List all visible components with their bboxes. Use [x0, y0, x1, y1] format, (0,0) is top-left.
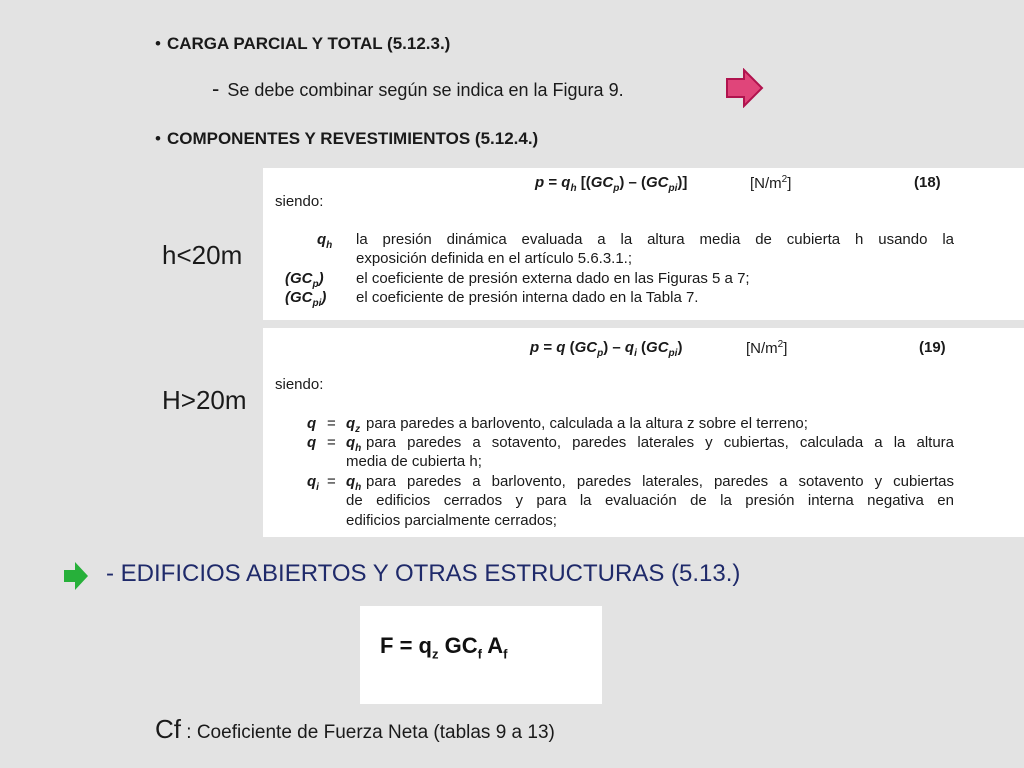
f-q: q: [418, 633, 432, 658]
def-gcp-sub: p: [312, 279, 319, 290]
equation-19: [530, 339, 682, 359]
row3-line3: edificios parcialmente cerrados;: [346, 512, 557, 529]
eq-equals: =: [539, 339, 557, 356]
row2-q-sym: q: [346, 434, 356, 451]
def-gcpi-sub: pi: [312, 298, 322, 309]
bullet-dot: •: [155, 34, 161, 53]
def-qh-line1: la presión dinámica evaluada a la altura media de cubierta h usando la: [356, 231, 954, 248]
label-h-greater-20m: H>20m: [162, 385, 247, 415]
eq-gcpi: GC: [646, 174, 669, 191]
row3-q: [346, 473, 361, 493]
row3-sym-sub: i: [316, 482, 319, 493]
eq-p: p: [535, 174, 545, 191]
bullet-componentes: [155, 129, 538, 149]
eq-equals: =: [544, 174, 562, 191]
def-gcp-text: el coeficiente de presión externa dado en las Figuras 5 a 7;: [356, 270, 750, 287]
unit-text: [N/m: [746, 340, 778, 357]
pink-right-arrow-icon[interactable]: [724, 68, 764, 108]
eq-gc: GC: [574, 339, 598, 356]
sub-line-combinar: [212, 76, 624, 102]
equation-18: [535, 174, 687, 194]
siendo-label: siendo:: [275, 376, 324, 393]
f-a: A: [481, 633, 504, 658]
eq-close: ): [677, 339, 683, 356]
def-gcpi-sym: (GC: [285, 289, 313, 306]
equation-panel-19: [263, 328, 1024, 537]
row2-line2: media de cubierta h;: [346, 453, 482, 470]
def-qh-sub: h: [326, 240, 333, 251]
row3-line2: de edificios cerrados y para la evaluación de la presión interna negativa en: [346, 492, 954, 509]
def-qh-symbol: [317, 231, 332, 251]
row3-q-sub: h: [355, 482, 362, 493]
sub-text-combinar: Se debe combinar según se indica en la Figura 9.: [227, 80, 624, 100]
equation-number-18: (18): [914, 174, 941, 191]
def-gcpi-symbol: [285, 289, 326, 309]
section-title-carga: CARGA PARCIAL Y TOTAL (5.12.3.): [166, 34, 451, 53]
row1-text: para paredes a barlovento, calculada a la altura z sobre el terreno;: [366, 415, 808, 432]
unit-text: [N/m: [750, 175, 782, 192]
f-symbol: F: [380, 633, 394, 658]
eq-p: p: [530, 339, 540, 356]
eq-q: q: [561, 174, 571, 191]
eq-gcpi-sub: pi: [668, 348, 678, 359]
eq-q-sub: h: [570, 183, 577, 194]
eq-qi-sub: i: [634, 348, 637, 359]
label-h-less-20m: h<20m: [162, 240, 243, 270]
row2-symbol: q: [307, 434, 317, 451]
formula-force: [380, 633, 507, 661]
section-title-abiertos: - EDIFICIOS ABIERTOS Y OTRAS ESTRUCTURAS (5.13.): [106, 560, 741, 587]
bullet-carga-parcial: [155, 34, 450, 54]
unit-18: [750, 174, 791, 192]
eq-open: (: [565, 339, 575, 356]
cf-definition: [155, 714, 555, 745]
row1-symbol: q: [307, 415, 317, 432]
cf-text: : Coeficiente de Fuerza Neta (tablas 9 a 13): [181, 722, 555, 743]
def-gcp-sym: (GC: [285, 270, 313, 287]
row2-q: [346, 434, 361, 454]
eq-gcpi: GC: [646, 339, 669, 356]
eq-open2: (: [636, 339, 647, 356]
row1-q-sym: q: [346, 415, 356, 432]
row3-q-sym: q: [346, 473, 356, 490]
dash: -: [212, 76, 220, 101]
def-gcpi-text: el coeficiente de presión interna dado en la Tabla 7.: [356, 289, 699, 306]
eq-q: q: [556, 339, 566, 356]
eq-close: )]: [677, 174, 688, 191]
row2-q-sub: h: [355, 443, 362, 454]
def-gcp-close: ): [318, 270, 324, 287]
bullet-dot: •: [155, 129, 161, 148]
row1-q-sub: z: [355, 424, 361, 435]
unit-close: ]: [787, 175, 792, 192]
f-gc-sub: f: [477, 646, 482, 662]
unit-close: ]: [783, 340, 788, 357]
row1-q: [346, 415, 360, 435]
cf-symbol: Cf: [155, 714, 181, 744]
section-title-componentes: COMPONENTES Y REVESTIMIENTOS (5.12.4.): [166, 129, 539, 148]
unit-19: [746, 339, 787, 357]
eq-gcpi-sub: pi: [668, 183, 678, 194]
row3-sym: q: [307, 473, 317, 490]
unit-sup: 2: [781, 174, 788, 185]
eq-minus: ) – (: [619, 174, 647, 191]
formula-force-box: [360, 606, 602, 704]
row1-equals: =: [327, 415, 336, 432]
def-gcp-symbol: [285, 270, 324, 290]
def-gcpi-close: ): [321, 289, 327, 306]
f-gc: GC: [438, 633, 478, 658]
green-right-arrow-icon[interactable]: [63, 560, 89, 592]
row2-equals: =: [327, 434, 336, 451]
eq-gc: GC: [590, 174, 614, 191]
row3-symbol: [307, 473, 319, 493]
eq-mid: ) –: [603, 339, 625, 356]
eq-qi: q: [624, 339, 635, 356]
siendo-label: siendo:: [275, 193, 324, 210]
row3-equals: =: [327, 473, 336, 490]
f-equals: =: [393, 633, 419, 658]
eq-open: [(: [576, 174, 591, 191]
row3-line1: para paredes a barlovento, paredes laterales, paredes a sotavento y cubiertas: [366, 473, 954, 490]
f-a-sub: f: [503, 646, 508, 662]
row2-line1: para paredes a sotavento, paredes laterales y cubiertas, calculada a la altura: [366, 434, 954, 451]
def-qh-line2: exposición definida en el artículo 5.6.3.1.;: [356, 250, 633, 267]
f-q-sub: z: [431, 646, 439, 662]
equation-panel-18: [263, 168, 1024, 320]
eq-gc-sub: p: [613, 183, 620, 194]
def-qh-sym: q: [317, 231, 327, 248]
eq-gc-sub: p: [597, 348, 604, 359]
unit-sup: 2: [777, 339, 784, 350]
equation-number-19: (19): [919, 339, 946, 356]
